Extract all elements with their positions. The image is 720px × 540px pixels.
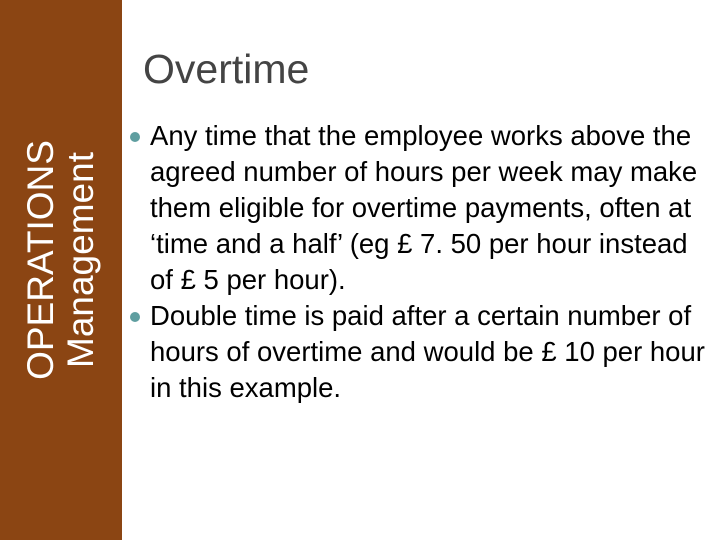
bullet-item <box>129 298 709 406</box>
slide-title: Overtime <box>143 46 310 92</box>
bullet-dot-icon <box>130 132 140 142</box>
bullet-text: Any time that the employee works above the agreed number of hours per week may make them eligible for overtime payments, often at ‘time and a half’ (eg £ 7. 50 per hour instead of £ 5 per hour). <box>150 120 698 295</box>
sidebar-label <box>21 140 101 380</box>
bullet-list <box>129 118 709 406</box>
sidebar-label-management: Management <box>60 152 101 368</box>
sidebar-band <box>0 0 122 540</box>
sidebar-label-operations: OPERATIONS <box>20 140 61 380</box>
bullet-item <box>129 118 709 298</box>
bullet-text: Double time is paid after a certain number of hours of overtime and would be £ 10 per hour in this example. <box>150 300 705 403</box>
bullet-dot-icon <box>130 312 140 322</box>
